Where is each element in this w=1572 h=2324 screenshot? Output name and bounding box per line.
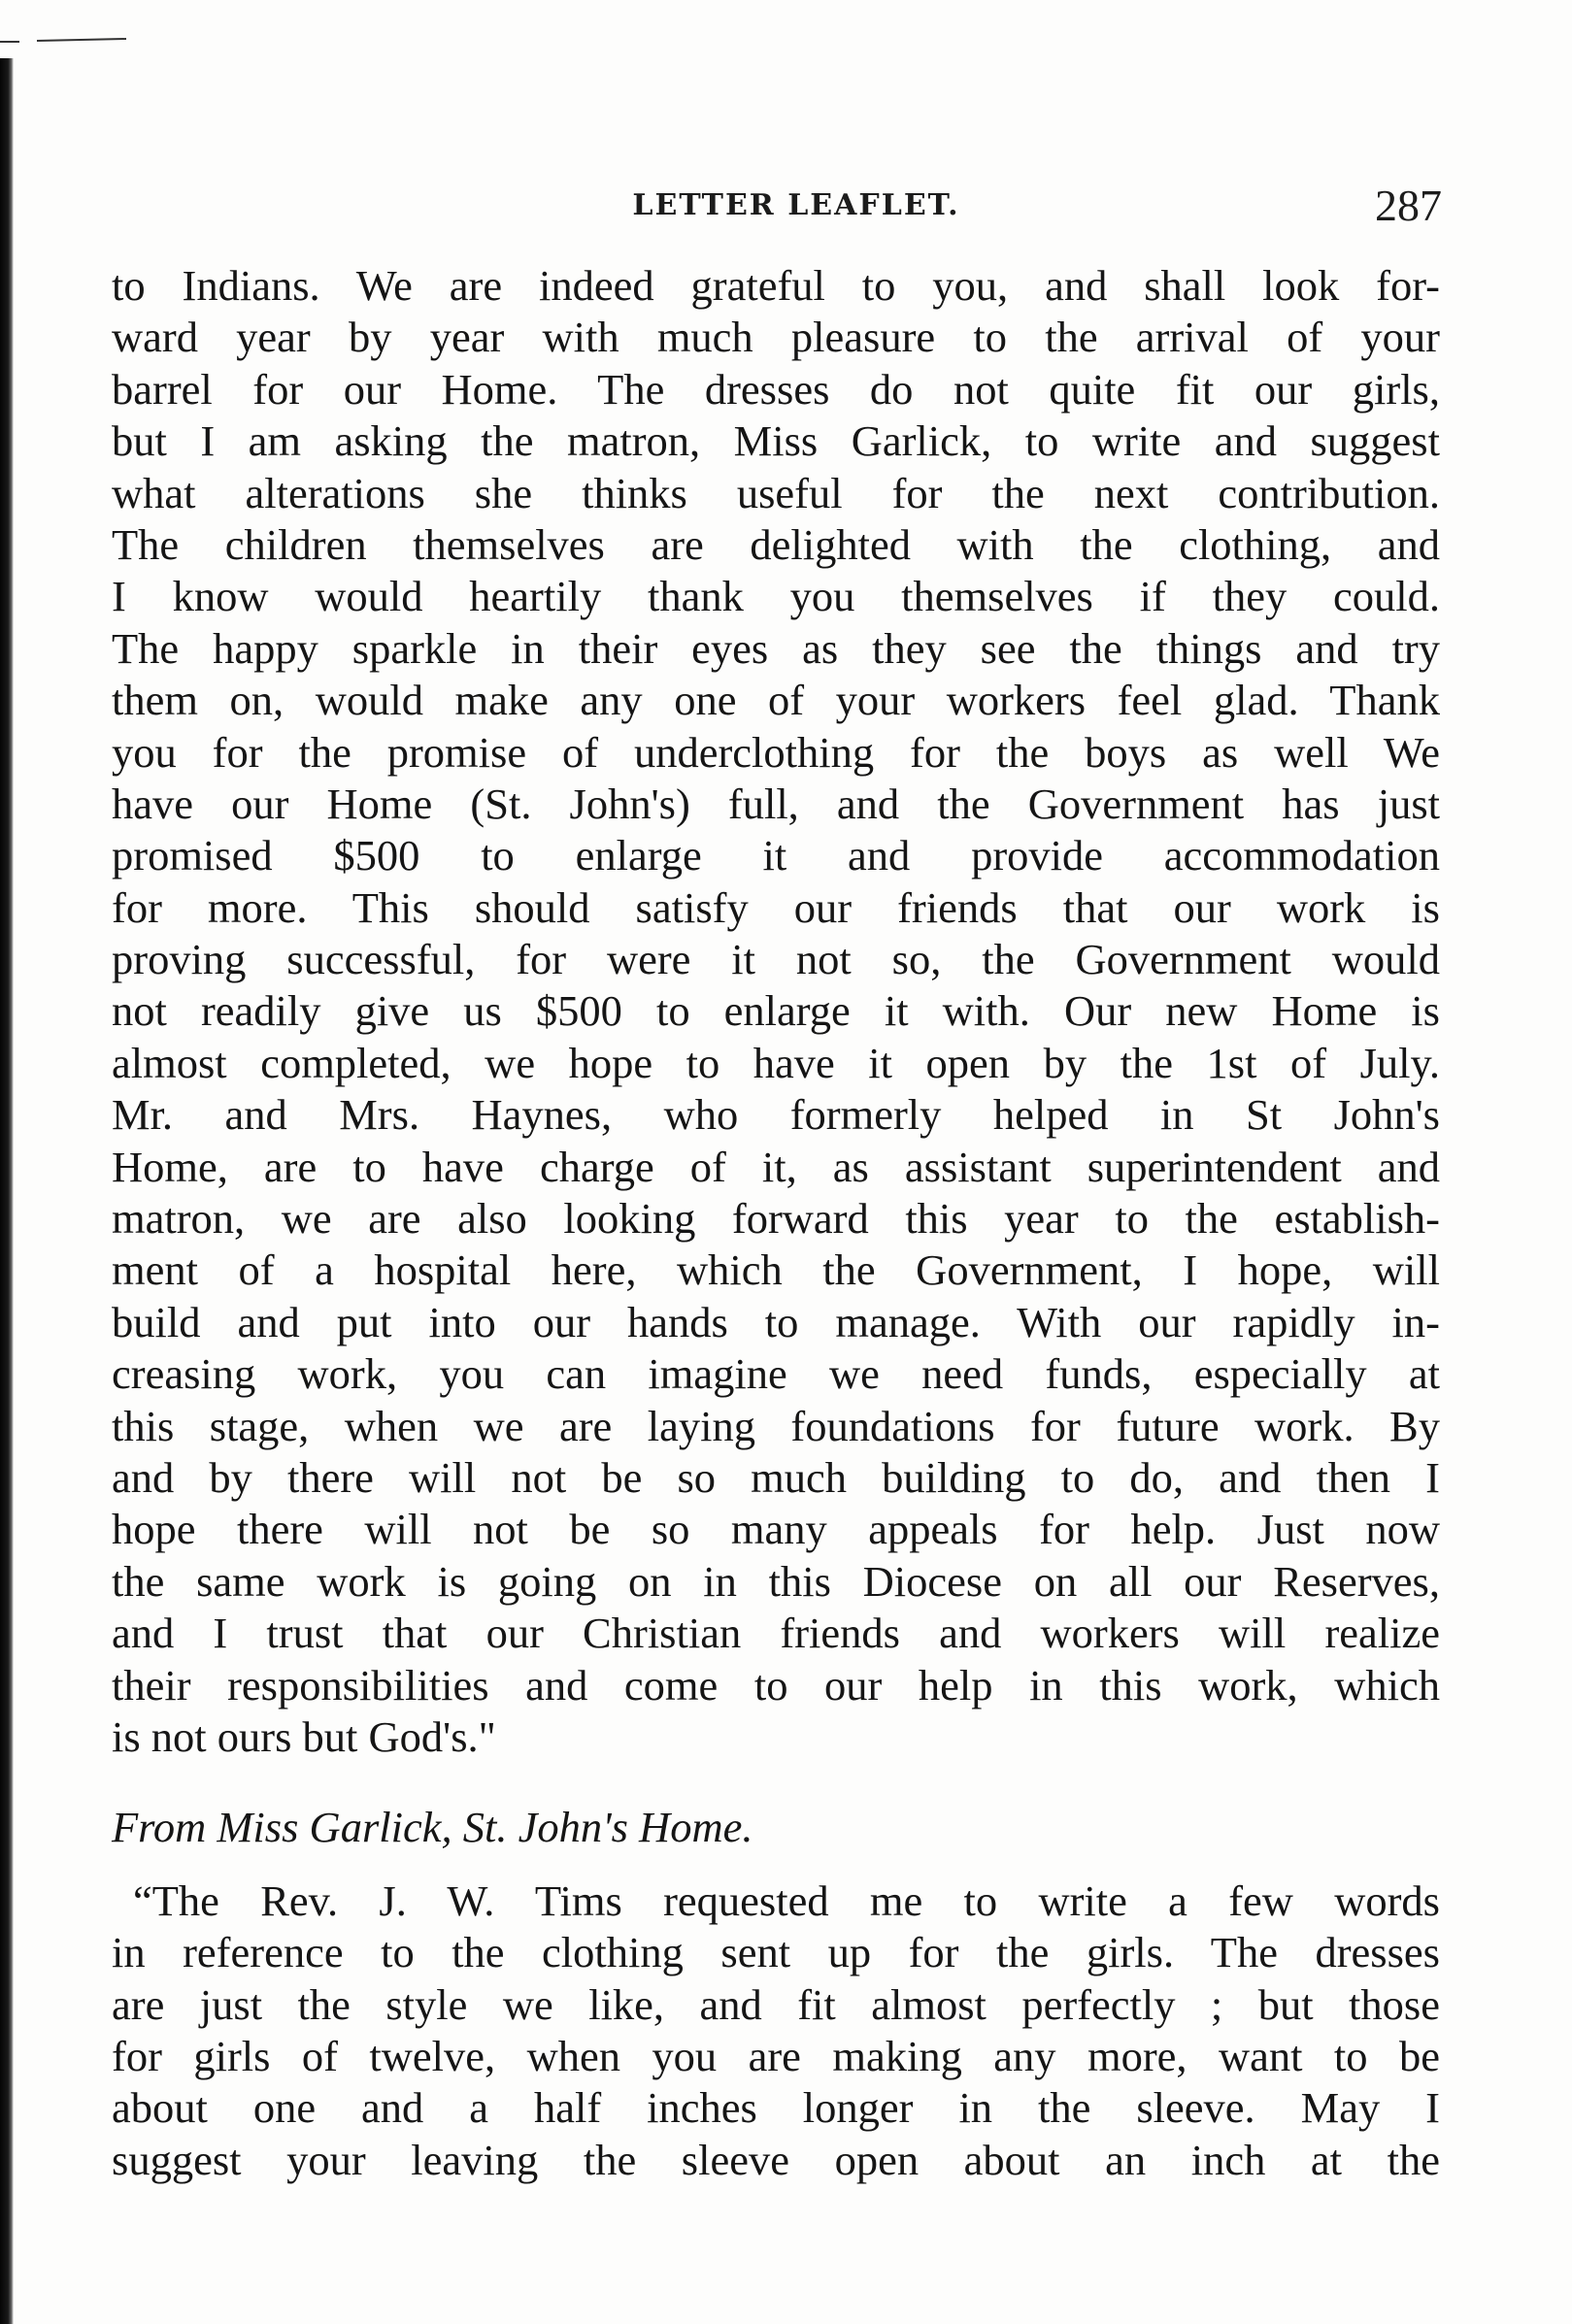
text-line: not readily give us $500 to enlarge it with. Our new Home is <box>112 986 1440 1036</box>
text-line: have our Home (St. John's) full, and the Government has just <box>112 779 1440 828</box>
text-line: The children themselves are delighted with the clothing, and <box>112 519 1440 569</box>
text-line: proving successful, for were it not so, the Government would <box>112 935 1440 984</box>
text-line: hope there will not be so many appeals for help. Just now <box>112 1505 1440 1554</box>
section-heading: From Miss Garlick, St. John's Home. <box>112 1803 753 1852</box>
text-line: promised $500 to enlarge it and provide accommodation <box>112 831 1440 880</box>
text-line: them on, would make any one of your workers feel glad. Thank <box>112 676 1440 725</box>
text-line: to Indians. We are indeed grateful to you, and shall look for- <box>112 261 1440 310</box>
text-line: for more. This should satisfy our friends that our work is <box>112 882 1440 932</box>
body-text <box>112 260 1440 2186</box>
text-line: ward year by year with much pleasure to the arrival of your <box>112 313 1440 362</box>
corner-scan-mark <box>0 37 155 45</box>
letter-paragraph <box>112 1876 1440 2186</box>
text-line: matron, we are also looking forward this year to the establish- <box>112 1194 1440 1244</box>
text-line: Mr. and Mrs. Haynes, who formerly helped in St John's <box>112 1090 1440 1140</box>
letter-paragraph <box>112 260 1440 1763</box>
text-line: almost completed, we hope to have it open by the 1st of July. <box>112 1038 1440 1087</box>
text-line: the same work is going on in this Diocese on all our Reserves, <box>112 1556 1440 1606</box>
page-number: 287 <box>1375 181 1442 230</box>
text-line: is not ours but God's." <box>112 1711 496 1761</box>
text-line: Home, are to have charge of it, as assistant superintendent and <box>112 1142 1440 1191</box>
page-header <box>0 177 1572 235</box>
text-line: build and put into our hands to manage. With our rapidly in- <box>112 1297 1440 1346</box>
text-line: ment of a hospital here, which the Government, I hope, will <box>112 1245 1440 1295</box>
text-line: and by there will not be so much building to do, and then I <box>112 1452 1440 1502</box>
text-line: The happy sparkle in their eyes as they see the things and try <box>112 623 1440 673</box>
running-title: LETTER LEAFLET. <box>632 188 960 222</box>
text-line: and I trust that our Christian friends and workers will realize <box>112 1609 1440 1658</box>
text-line: creasing work, you can imagine we need funds, especially at <box>112 1349 1440 1399</box>
text-line: about one and a half inches longer in the sleeve. May I <box>112 2083 1440 2133</box>
text-line: but I am asking the matron, Miss Garlick, to write and suggest <box>112 416 1440 466</box>
text-line: for girls of twelve, when you are making any more, want to be <box>112 2031 1440 2080</box>
text-line: their responsibilities and come to our help in this work, which <box>112 1660 1440 1710</box>
text-line: are just the style we like, and fit almost perfectly ; but those <box>112 1979 1440 2029</box>
text-line: barrel for our Home. The dresses do not quite fit our girls, <box>112 364 1440 414</box>
text-line: you for the promise of underclothing for the boys as well We <box>112 727 1440 777</box>
binding-edge <box>0 58 14 2324</box>
text-line: in reference to the clothing sent up for the girls. The dresses <box>112 1928 1440 1977</box>
text-line: “The Rev. J. W. Tims requested me to write a few words <box>133 1876 1440 1925</box>
text-line: suggest your leaving the sleeve open about an inch at the <box>112 2135 1440 2184</box>
text-line: this stage, when we are laying foundations for future work. By <box>112 1401 1440 1450</box>
text-line: what alterations she thinks useful for the next contribution. <box>112 468 1440 517</box>
text-line: I know would heartily thank you themselves if they could. <box>112 572 1440 621</box>
